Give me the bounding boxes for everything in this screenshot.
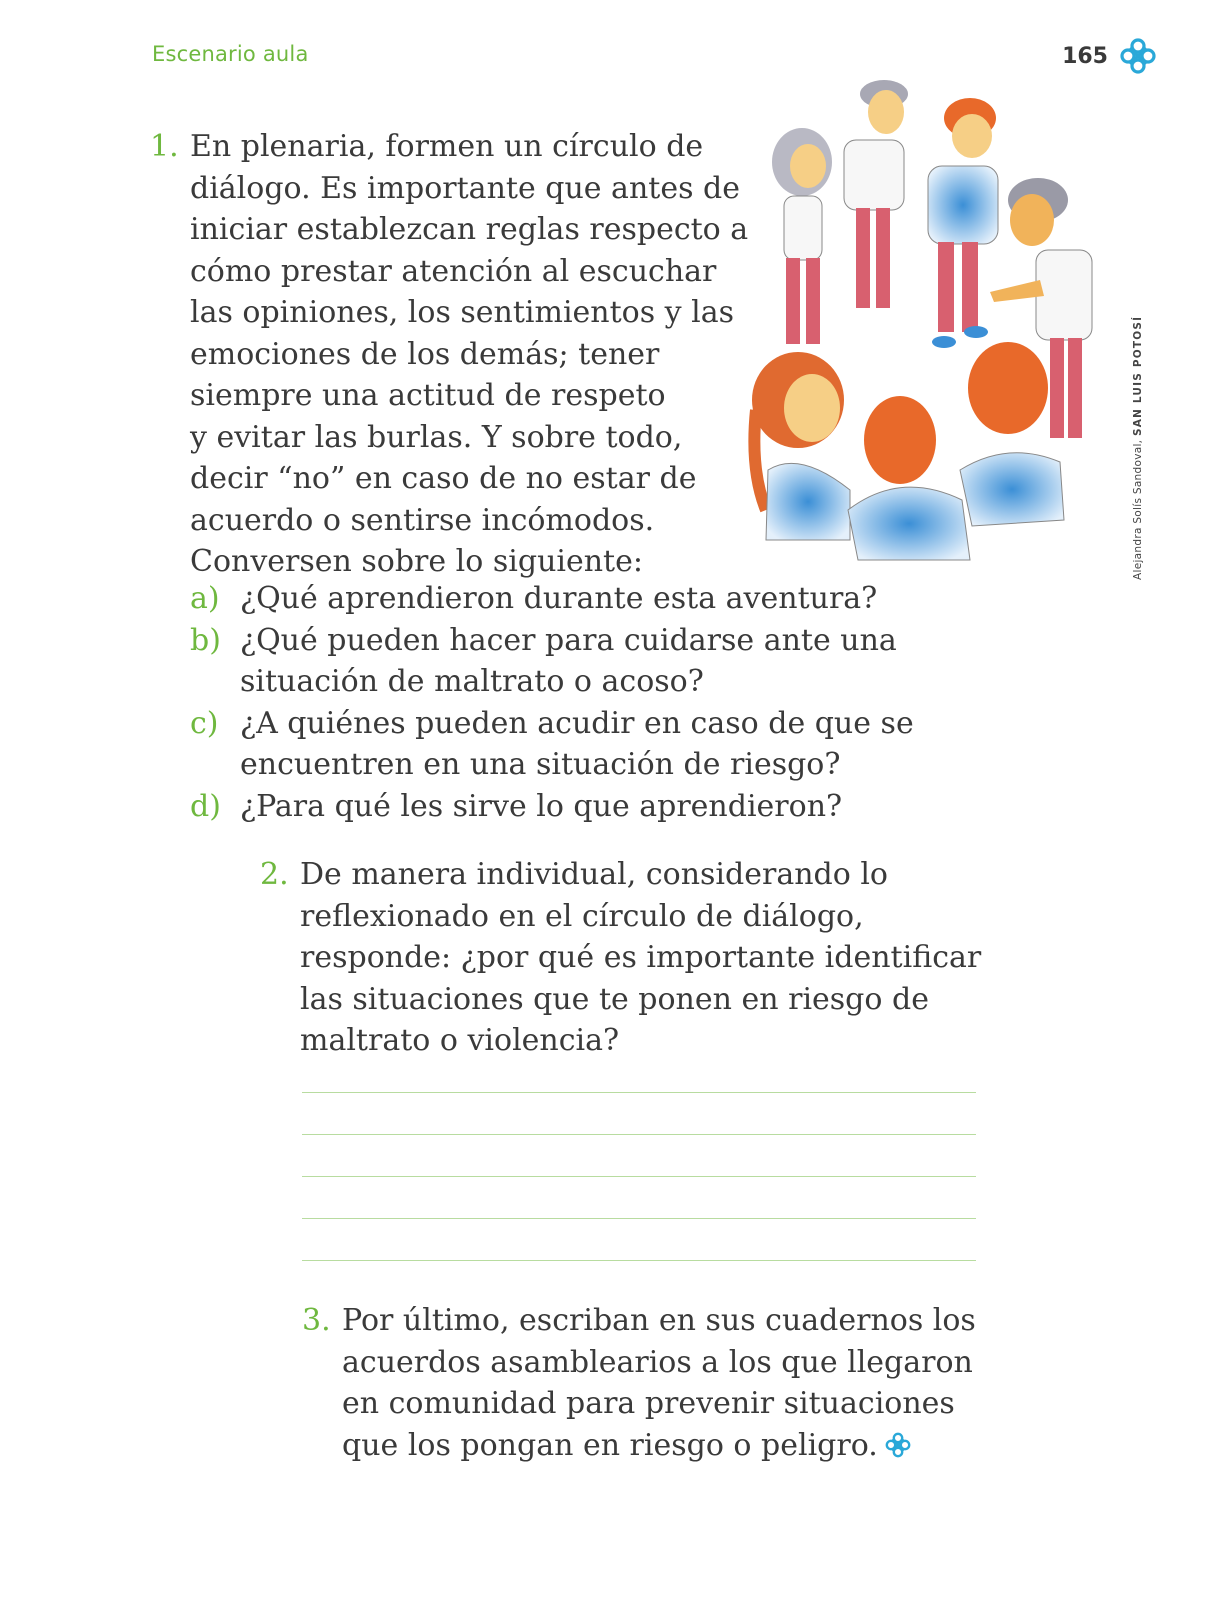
question-1-sub-list: [190, 578, 930, 827]
question-2-line: maltrato o violencia?: [300, 1023, 620, 1058]
sub-question-line: ¿Qué pueden hacer para cuidarse ante una: [240, 622, 897, 658]
question-1-line: cómo prestar atención al escuchar: [190, 253, 717, 289]
child-figure: [960, 342, 1064, 526]
question-1-line: emociones de los demás; tener: [190, 336, 660, 372]
question-1-line: Conversen sobre lo siguiente:: [190, 544, 643, 579]
question-1-line: iniciar establezcan reglas respecto a: [190, 212, 749, 247]
child-figure: [848, 396, 970, 560]
answer-line[interactable]: [302, 1218, 976, 1219]
question-1-line: decir “no” en caso de no estar de: [190, 461, 697, 496]
question-1-line: siempre una actitud de respeto: [190, 378, 666, 413]
child-figure: [928, 98, 998, 348]
sub-question-line: encuentren en una situación de riesgo?: [240, 747, 841, 782]
question-3-last-line: [342, 1425, 1002, 1467]
credit-author: Alejandra Solís Sandoval,: [1132, 439, 1144, 580]
sub-question-a: [190, 578, 930, 620]
question-1: [150, 126, 760, 583]
sub-question-letter: c): [190, 705, 219, 741]
question-2-line: responde: ¿por qué es importante identificar: [300, 940, 982, 975]
question-1-line: En plenaria, formen un círculo de: [190, 129, 704, 164]
sub-question-line: situación de maltrato o acoso?: [240, 664, 704, 699]
credit-place: SAN LUIS POTOSÍ: [1132, 315, 1144, 437]
question-3-line: Por último, escriban en sus cuadernos los: [342, 1303, 976, 1338]
page-number: 165: [1062, 43, 1108, 69]
sub-question-d: [190, 786, 930, 828]
sub-question-letter: a): [190, 581, 220, 616]
question-2: [260, 854, 982, 1062]
dialogue-circle-illustration: [740, 70, 1120, 570]
section-header: Escenario aula: [152, 42, 309, 66]
answer-lines[interactable]: [302, 1092, 976, 1302]
answer-line[interactable]: [302, 1176, 976, 1177]
question-3-line: que los pongan en riesgo o peligro.: [342, 1427, 878, 1463]
question-1-line: acuerdo o sentirse incómodos.: [190, 502, 655, 538]
question-2-line: las situaciones que te ponen en riesgo de: [300, 981, 929, 1017]
question-2-number: 2.: [260, 857, 289, 892]
answer-line[interactable]: [302, 1260, 976, 1261]
child-figure: [772, 128, 832, 344]
question-1-line: diálogo. Es importante que antes de: [190, 170, 740, 206]
blue-knot-end-icon: [884, 1431, 912, 1459]
question-1-line: las opiniones, los sentimientos y las: [190, 295, 735, 330]
blue-knot-logo-icon: [1118, 36, 1158, 76]
question-3: [302, 1300, 1002, 1466]
sub-question-line: ¿A quiénes pueden acudir en caso de que se: [240, 705, 914, 741]
child-figure: [752, 352, 850, 540]
child-figure: [844, 80, 908, 308]
sub-question-letter: d): [190, 788, 221, 824]
sub-question-line: ¿Para qué les sirve lo que aprendieron?: [240, 788, 843, 824]
question-2-line: reflexionado en el círculo de diálogo,: [300, 898, 864, 934]
sub-question-b: [190, 620, 930, 703]
sub-question-line: ¿Qué aprendieron durante esta aventura?: [240, 581, 878, 616]
sub-question-c: [190, 703, 930, 786]
answer-line[interactable]: [302, 1134, 976, 1135]
question-3-number: 3.: [302, 1303, 331, 1338]
sub-question-letter: b): [190, 622, 221, 658]
answer-line[interactable]: [302, 1092, 976, 1093]
question-2-line: De manera individual, considerando lo: [300, 857, 888, 892]
question-3-line: en comunidad para prevenir situaciones: [342, 1386, 955, 1421]
question-3-line: acuerdos asamblearios a los que llegaron: [342, 1344, 973, 1380]
illustration-credit: [1132, 316, 1144, 580]
question-1-line: y evitar las burlas. Y sobre todo,: [190, 419, 683, 455]
question-1-number: 1.: [150, 129, 179, 164]
